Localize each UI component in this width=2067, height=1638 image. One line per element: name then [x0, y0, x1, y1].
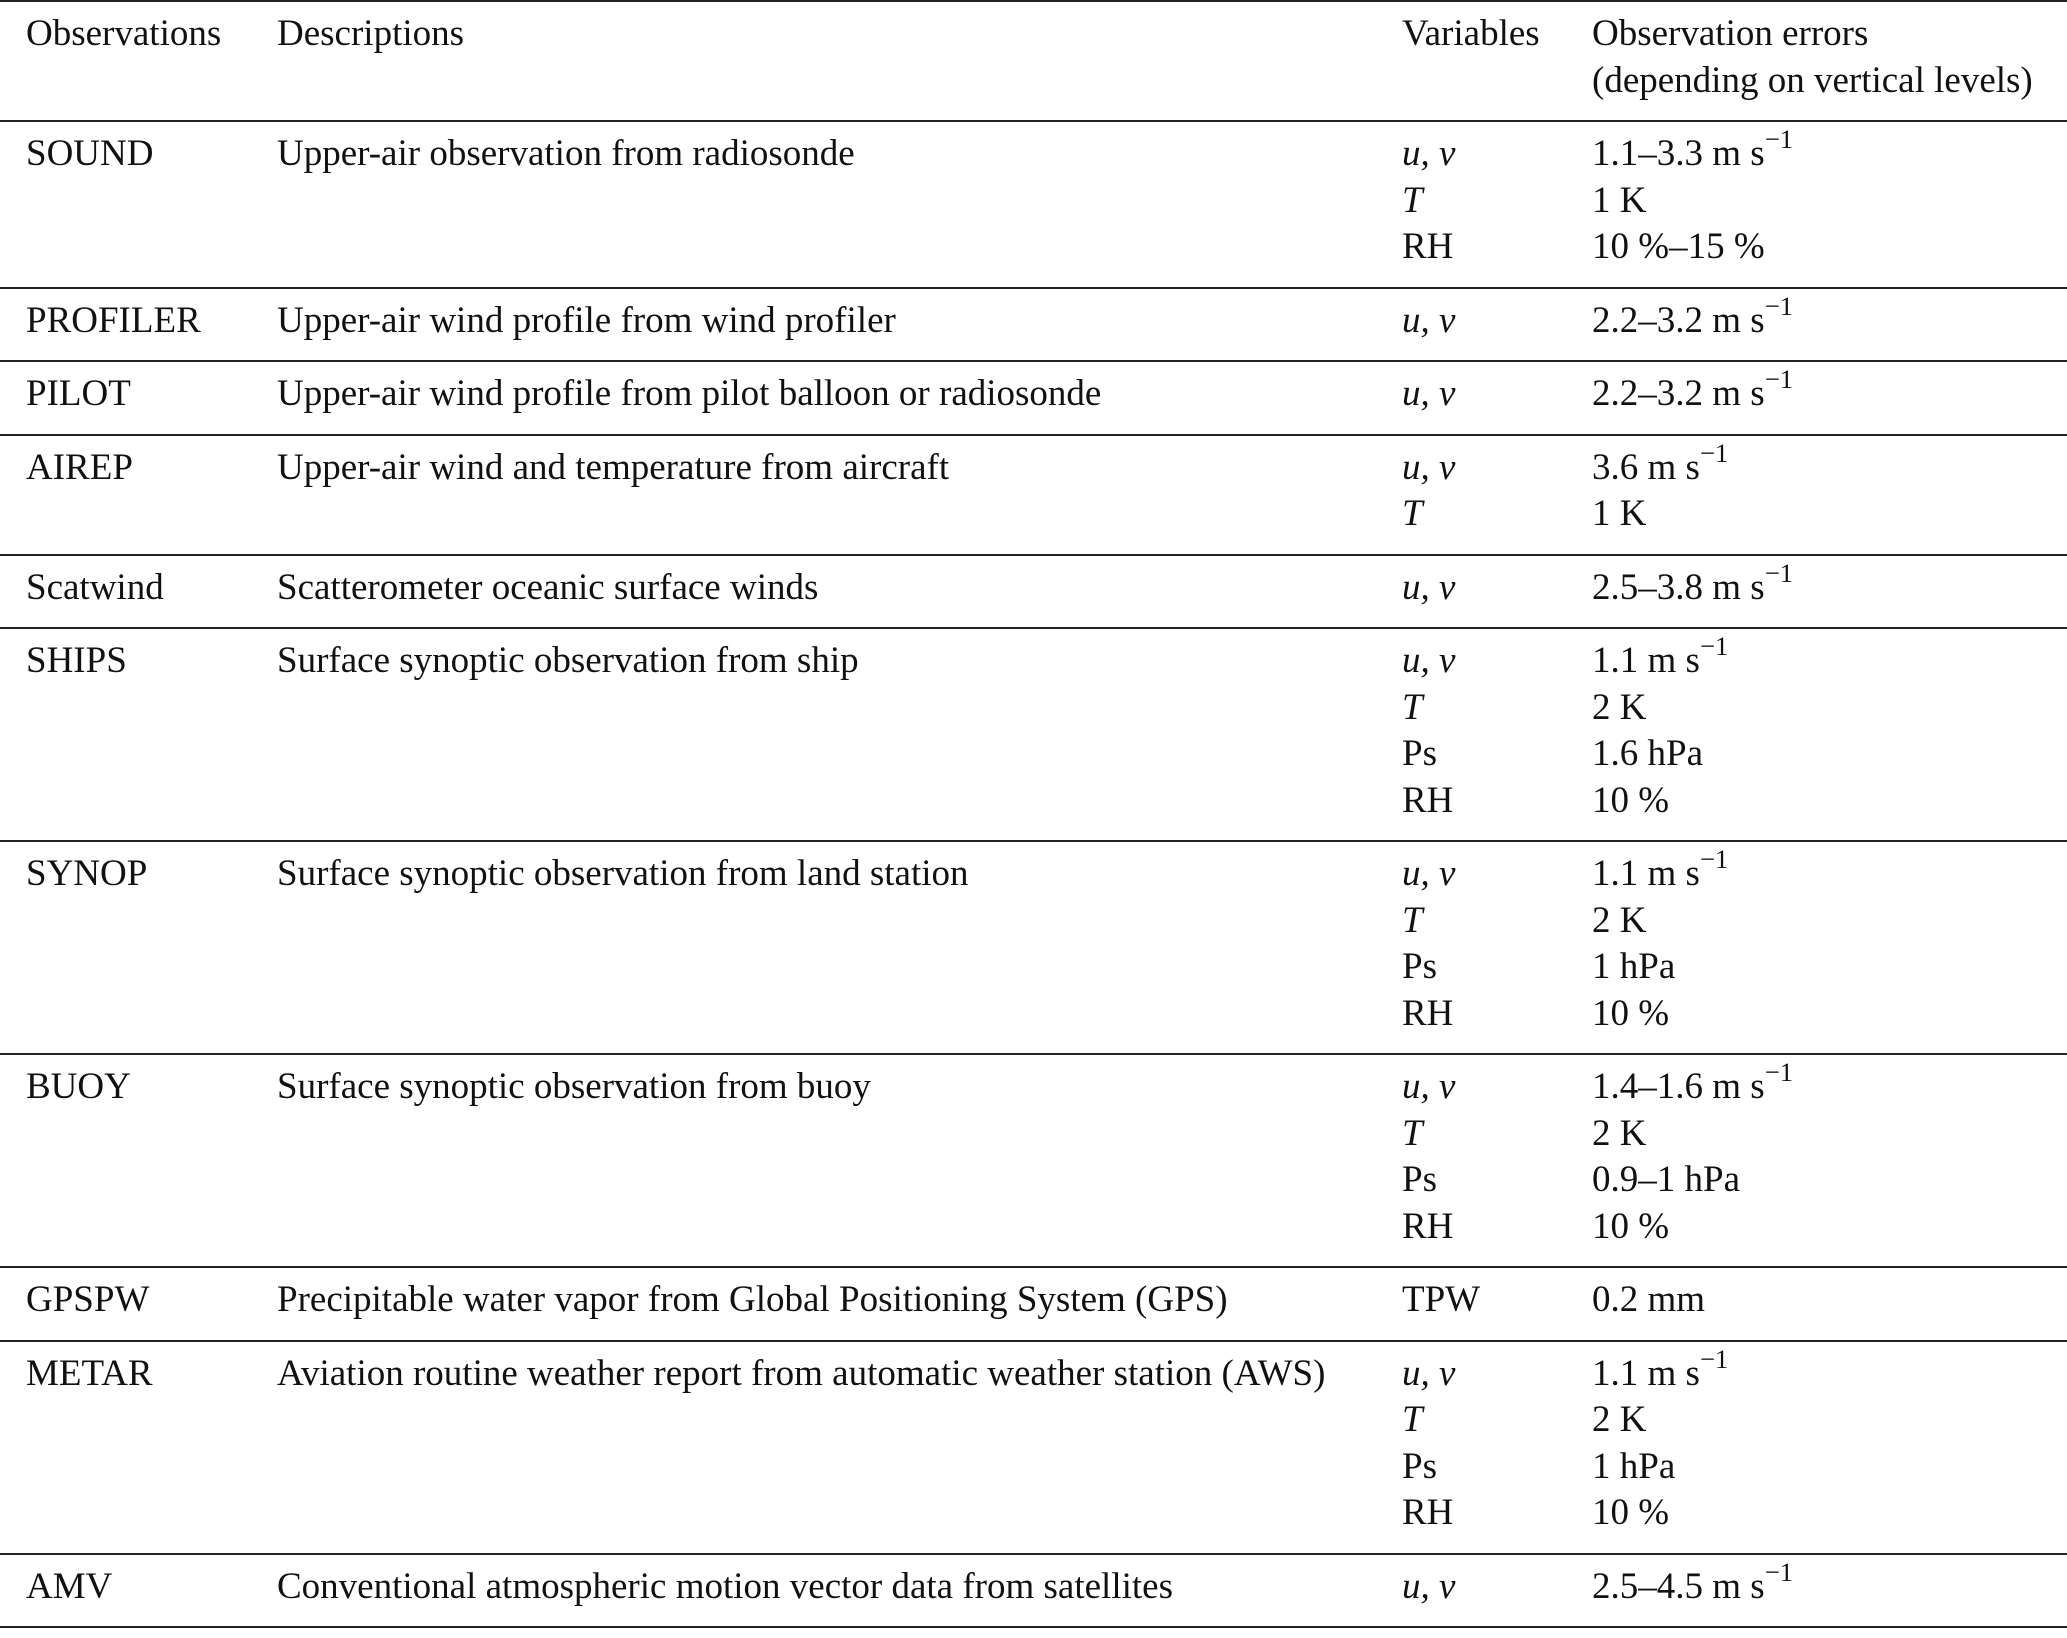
- errors-cell: [1592, 288, 2067, 362]
- header-errors-line1: Observation errors: [1592, 13, 1869, 54]
- table-row: [0, 628, 2067, 841]
- variables-cell: [1400, 435, 1592, 555]
- observation-type: SOUND: [26, 133, 154, 174]
- unit-exponent: −1: [1699, 437, 1729, 468]
- errors-cell: [1592, 841, 2067, 1054]
- unit-exponent: −1: [1764, 364, 1794, 395]
- error-value: 1.1 m s: [1592, 1352, 1700, 1394]
- unit-exponent: −1: [1764, 290, 1794, 321]
- error-value: 10 %–15 %: [1592, 226, 1765, 267]
- variable-name: T: [1402, 179, 1423, 221]
- observation-description: Surface synoptic observation from ship: [277, 640, 859, 681]
- observation-error: [1592, 1057, 2067, 1111]
- observation-error: [1592, 844, 2067, 898]
- variable-name: T: [1402, 1112, 1423, 1154]
- observation-description: Upper-air wind profile from pilot balloon or radiosonde: [277, 373, 1102, 414]
- table-row: [0, 1054, 2067, 1267]
- variable-name: Ps: [1402, 1159, 1437, 1200]
- unit-exponent: −1: [1699, 1343, 1729, 1374]
- observation-description: Surface synoptic observation from buoy: [277, 1066, 871, 1107]
- error-value: 2.5–3.8 m s: [1592, 566, 1765, 608]
- observation-description: Upper-air observation from radiosonde: [277, 133, 855, 174]
- variable-name: RH: [1402, 992, 1454, 1034]
- error-value: 2 K: [1592, 1399, 1647, 1440]
- variable-name: u, v: [1402, 373, 1456, 414]
- observation-type: AIREP: [26, 446, 133, 488]
- table-row: [0, 361, 2067, 435]
- observation-error: [1592, 898, 2067, 945]
- observation-description: Precipitable water vapor from Global Positioning System (GPS): [277, 1279, 1228, 1320]
- variables-cell: [1400, 1554, 1592, 1628]
- table-body: [0, 121, 2067, 1627]
- observation-error: [1592, 731, 2067, 778]
- observation-error: [1592, 778, 2067, 825]
- error-value: 3.6 m s: [1592, 446, 1700, 488]
- observation-error: [1592, 1556, 2067, 1611]
- variable-name: RH: [1402, 779, 1454, 821]
- variables-cell: [1400, 1341, 1592, 1554]
- error-value: 1.6 hPa: [1592, 733, 1703, 774]
- unit-exponent: −1: [1764, 557, 1794, 588]
- variables-cell: [1400, 555, 1592, 629]
- error-value: 0.9–1 hPa: [1592, 1159, 1740, 1200]
- variable-name: u, v: [1402, 446, 1456, 488]
- variable-name: u, v: [1402, 1565, 1456, 1607]
- error-value: 2 K: [1592, 899, 1647, 941]
- table-row: [0, 121, 2067, 288]
- error-value: 1.1 m s: [1592, 640, 1700, 681]
- variables-cell: [1400, 288, 1592, 362]
- error-value: 10 %: [1592, 992, 1670, 1034]
- observation-error: [1592, 1157, 2067, 1204]
- error-value: 10 %: [1592, 779, 1670, 821]
- error-value: 1.1 m s: [1592, 853, 1700, 894]
- variable-name: TPW: [1402, 1279, 1481, 1320]
- observation-error: [1592, 1343, 2067, 1398]
- table-row: [0, 1341, 2067, 1554]
- header-descriptions: Descriptions: [277, 13, 465, 54]
- variable-name: u, v: [1402, 640, 1456, 681]
- observation-type: Scatwind: [26, 566, 164, 608]
- observation-type: METAR: [26, 1352, 153, 1394]
- observation-description: Scatterometer oceanic surface winds: [277, 566, 819, 608]
- error-value: 1 hPa: [1592, 946, 1676, 987]
- header-observations: Observations: [26, 13, 222, 54]
- error-value: 10 %: [1592, 1205, 1670, 1247]
- header-observation-errors: [1592, 1, 2067, 121]
- observation-description: Upper-air wind and temperature from aircraft: [277, 446, 950, 488]
- observation-error: [1592, 290, 2067, 345]
- unit-exponent: −1: [1764, 124, 1794, 155]
- observation-type: BUOY: [26, 1066, 131, 1107]
- variable-name: u, v: [1402, 566, 1456, 608]
- unit-exponent: −1: [1699, 844, 1729, 875]
- errors-cell: [1592, 435, 2067, 555]
- variable-name: u, v: [1402, 853, 1456, 894]
- error-value: 2.2–3.2 m s: [1592, 299, 1765, 341]
- error-value: 2.5–4.5 m s: [1592, 1565, 1765, 1607]
- observation-type: SYNOP: [26, 853, 148, 894]
- observation-error: [1592, 1277, 2067, 1324]
- observation-type: AMV: [26, 1565, 113, 1607]
- error-value: 1 K: [1592, 493, 1647, 534]
- observation-type: PROFILER: [26, 299, 201, 341]
- errors-cell: [1592, 1267, 2067, 1341]
- header-row: [0, 1, 2067, 121]
- observation-error: [1592, 557, 2067, 612]
- errors-cell: [1592, 121, 2067, 288]
- observation-description: Conventional atmospheric motion vector data from satellites: [277, 1565, 1173, 1607]
- observation-description: Surface synoptic observation from land station: [277, 853, 969, 894]
- variable-name: Ps: [1402, 733, 1437, 774]
- observation-error: [1592, 178, 2067, 225]
- error-value: 1.4–1.6 m s: [1592, 1066, 1765, 1107]
- observation-error: [1592, 1204, 2067, 1251]
- variables-cell: [1400, 1054, 1592, 1267]
- error-value: 2 K: [1592, 1112, 1647, 1154]
- errors-cell: [1592, 1054, 2067, 1267]
- variable-name: u, v: [1402, 1352, 1456, 1394]
- variable-name: RH: [1402, 1492, 1454, 1533]
- table-row: [0, 555, 2067, 629]
- errors-cell: [1592, 1554, 2067, 1628]
- observation-error: [1592, 631, 2067, 685]
- error-value: 0.2 mm: [1592, 1279, 1706, 1320]
- variable-name: u, v: [1402, 1066, 1456, 1107]
- observation-error: [1592, 944, 2067, 991]
- observation-error: [1592, 124, 2067, 178]
- unit-exponent: −1: [1764, 1556, 1794, 1587]
- errors-cell: [1592, 1341, 2067, 1554]
- variable-name: T: [1402, 899, 1423, 941]
- error-value: 1 hPa: [1592, 1445, 1676, 1487]
- variable-name: Ps: [1402, 946, 1437, 987]
- observation-description: Aviation routine weather report from automatic weather station (AWS): [277, 1352, 1326, 1394]
- error-value: 2 K: [1592, 686, 1647, 728]
- table-row: [0, 435, 2067, 555]
- unit-exponent: −1: [1699, 631, 1729, 662]
- variables-cell: [1400, 628, 1592, 841]
- variables-cell: [1400, 121, 1592, 288]
- variables-cell: [1400, 361, 1592, 435]
- observation-error: [1592, 224, 2067, 271]
- variable-name: RH: [1402, 226, 1454, 267]
- observation-type: PILOT: [26, 373, 131, 414]
- observation-error: [1592, 685, 2067, 732]
- observation-error: [1592, 991, 2067, 1038]
- observation-error: [1592, 364, 2067, 418]
- errors-cell: [1592, 361, 2067, 435]
- errors-cell: [1592, 628, 2067, 841]
- header-errors-line2: (depending on vertical levels): [1592, 59, 2033, 101]
- variable-name: u, v: [1402, 299, 1456, 341]
- observation-type: GPSPW: [26, 1279, 150, 1320]
- error-value: 10 %: [1592, 1492, 1670, 1533]
- observation-type: SHIPS: [26, 640, 127, 681]
- header-variables: Variables: [1402, 13, 1540, 54]
- error-value: 1.1–3.3 m s: [1592, 133, 1765, 174]
- variable-name: T: [1402, 493, 1423, 534]
- table-row: [0, 1554, 2067, 1628]
- observation-error: [1592, 491, 2067, 538]
- variable-name: T: [1402, 1399, 1423, 1440]
- error-value: 1 K: [1592, 179, 1647, 221]
- observation-error: [1592, 1397, 2067, 1444]
- observation-error: [1592, 1111, 2067, 1158]
- variable-name: RH: [1402, 1205, 1454, 1247]
- table-header: [0, 1, 2067, 121]
- variable-name: T: [1402, 686, 1423, 728]
- table-row: [0, 288, 2067, 362]
- observation-error: [1592, 1490, 2067, 1537]
- unit-exponent: −1: [1764, 1057, 1794, 1088]
- errors-cell: [1592, 555, 2067, 629]
- table-row: [0, 1267, 2067, 1341]
- observation-description: Upper-air wind profile from wind profiler: [277, 299, 896, 341]
- variables-cell: [1400, 1267, 1592, 1341]
- variables-cell: [1400, 841, 1592, 1054]
- variable-name: Ps: [1402, 1445, 1437, 1487]
- error-value: 2.2–3.2 m s: [1592, 373, 1765, 414]
- observation-error: [1592, 437, 2067, 492]
- table-row: [0, 841, 2067, 1054]
- observation-error: [1592, 1444, 2067, 1491]
- variable-name: u, v: [1402, 133, 1456, 174]
